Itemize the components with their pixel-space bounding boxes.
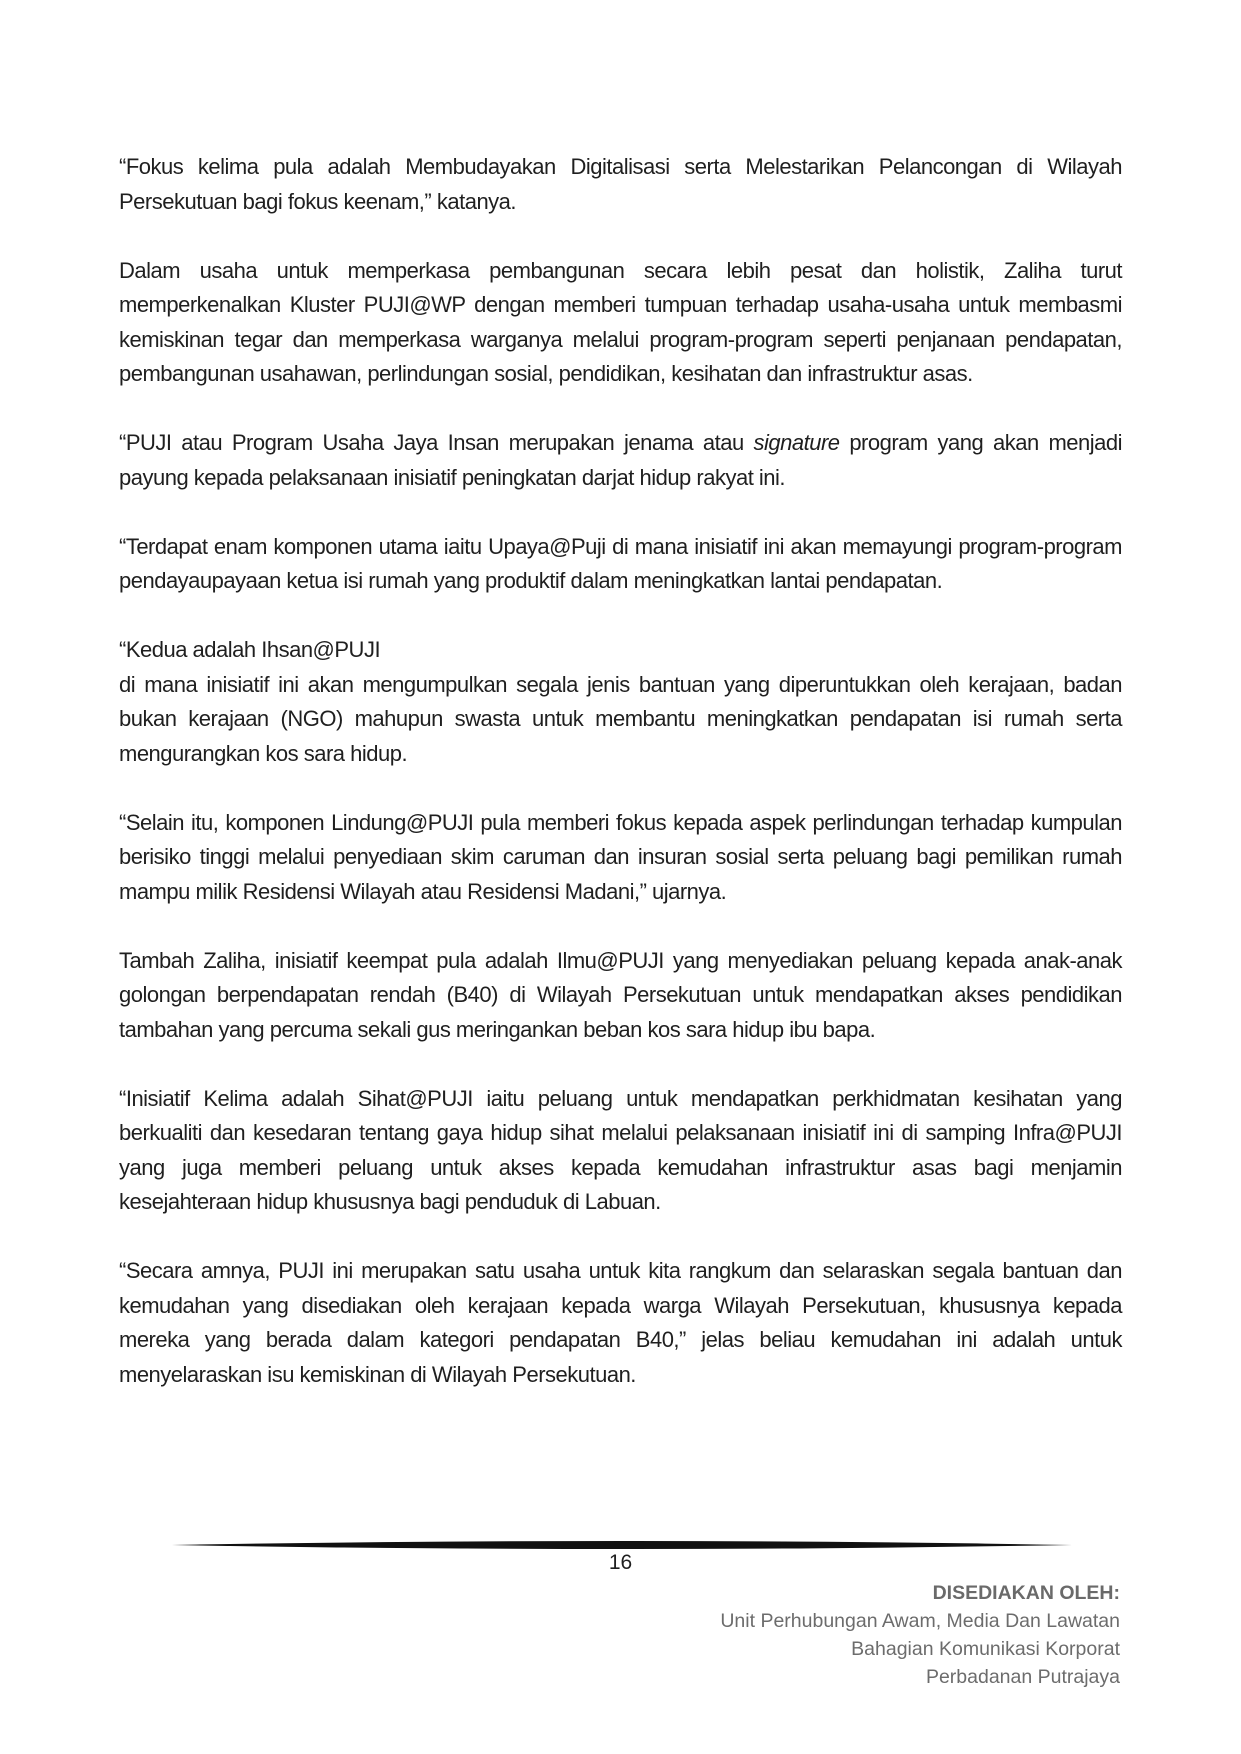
paragraph-text: “Terdapat enam komponen utama iaitu Upaya@Puji di mana inisiatif ini akan memayungi program-program pendayaupayaan ketua isi rumah yang produktif dalam meningkatkan lantai pendapatan. xyxy=(119,533,1122,593)
paragraph-text: “Fokus kelima pula adalah Membudayakan Digitalisasi serta Melestarikan Pelancongan di Wilayah Persekutuan bagi fokus keenam,” katanya. xyxy=(119,154,1122,214)
paragraph-ihsan-puji xyxy=(119,633,1122,771)
paragraph-kluster-puji xyxy=(119,254,1122,392)
paragraph-ilmu-puji xyxy=(119,944,1122,1048)
paragraph-text: Tambah Zaliha, inisiatif keempat pula adalah Ilmu@PUJI yang menyediakan peluang kepada anak-anak golongan berpendapatan rendah (B40) di Wilayah Persekutuan untuk mendapatkan akses pendidikan tambahan yang percuma sekali gus meringankan beban kos sara hidup ibu bapa. xyxy=(119,947,1122,1042)
organisation-name: Perbadanan Putrajaya xyxy=(925,1666,1120,1688)
prepared-by-block xyxy=(720,1579,1120,1691)
paragraph-sihat-puji xyxy=(119,1082,1122,1220)
paragraph-text: “PUJI atau Program Usaha Jaya Insan merupakan jenama atau xyxy=(119,430,754,455)
paragraph-text: “Secara amnya, PUJI ini merupakan satu usaha untuk kita rangkum dan selaraskan segala bantuan dan kemudahan yang disediakan oleh kerajaan kepada warga Wilayah Persekutuan, khususnya kepada mereka yang berada dalam kategori pendapatan B40,” jelas beliau kemudahan ini adalah untuk menyelaraskan isu kemiskinan di Wilayah Persekutuan. xyxy=(119,1258,1122,1387)
paragraph-focus-six xyxy=(119,150,1122,219)
paragraph-upaya-puji xyxy=(119,530,1122,599)
paragraph-puji-definition xyxy=(119,426,1122,495)
paragraph-summary xyxy=(119,1254,1122,1392)
paragraph-text: “Inisiatif Kelima adalah Sihat@PUJI iaitu peluang untuk mendapatkan perkhidmatan kesihatan yang berkualiti dan kesedaran tentang gaya hidup sihat melalui pelaksanaan inisiatif ini di samping Infra@PUJI yang juga memberi peluang untuk akses kepada kemudahan infrastruktur asas bagi menjamin kesejahteraan hidup khususnya bagi penduduk di Labuan. xyxy=(119,1085,1122,1214)
italic-term: signature xyxy=(753,430,840,455)
division-name: Bahagian Komunikasi Korporat xyxy=(851,1638,1120,1660)
paragraph-text: di mana inisiatif ini akan mengumpulkan segala jenis bantuan yang diperuntukkan oleh kerajaan, badan bukan kerajaan (NGO) mahupun swasta untuk membantu meningkatkan pendapatan isi rumah serta mengurangkan kos sara hidup. xyxy=(119,671,1122,766)
footer-divider xyxy=(172,1541,1072,1549)
paragraph-lindung-puji xyxy=(119,806,1122,910)
prepared-by-label: DISEDIAKAN OLEH: xyxy=(932,1582,1120,1604)
paragraph-text: “Selain itu, komponen Lindung@PUJI pula memberi fokus kepada aspek perlindungan terhadap kumpulan berisiko tinggi melalui penyediaan skim caruman dan insuran sosial serta peluang bagi pemilikan rumah mampu milik Residensi Wilayah atau Residensi Madani,” ujarnya. xyxy=(119,809,1122,904)
page-number: 16 xyxy=(608,1551,633,1574)
paragraph-text: Dalam usaha untuk memperkasa pembangunan secara lebih pesat dan holistik, Zaliha turut memperkenalkan Kluster PUJI@WP dengan memberi tumpuan terhadap usaha-usaha untuk membasmi kemiskinan tegar dan memperkasa warganya melalui program-program seperti penjanaan pendapatan, pembangunan usahawan, perlindungan sosial, pendidikan, kesihatan dan infrastruktur asas. xyxy=(119,257,1122,386)
paragraph-heading-line: “Kedua adalah Ihsan@PUJI xyxy=(119,637,381,662)
paragraph-text: program yang akan menjadi payung kepada pelaksanaan inisiatif peningkatan darjat hidup rakyat ini. xyxy=(119,430,1123,490)
article-body xyxy=(119,150,1122,1392)
unit-name: Unit Perhubungan Awam, Media Dan Lawatan xyxy=(720,1610,1120,1632)
